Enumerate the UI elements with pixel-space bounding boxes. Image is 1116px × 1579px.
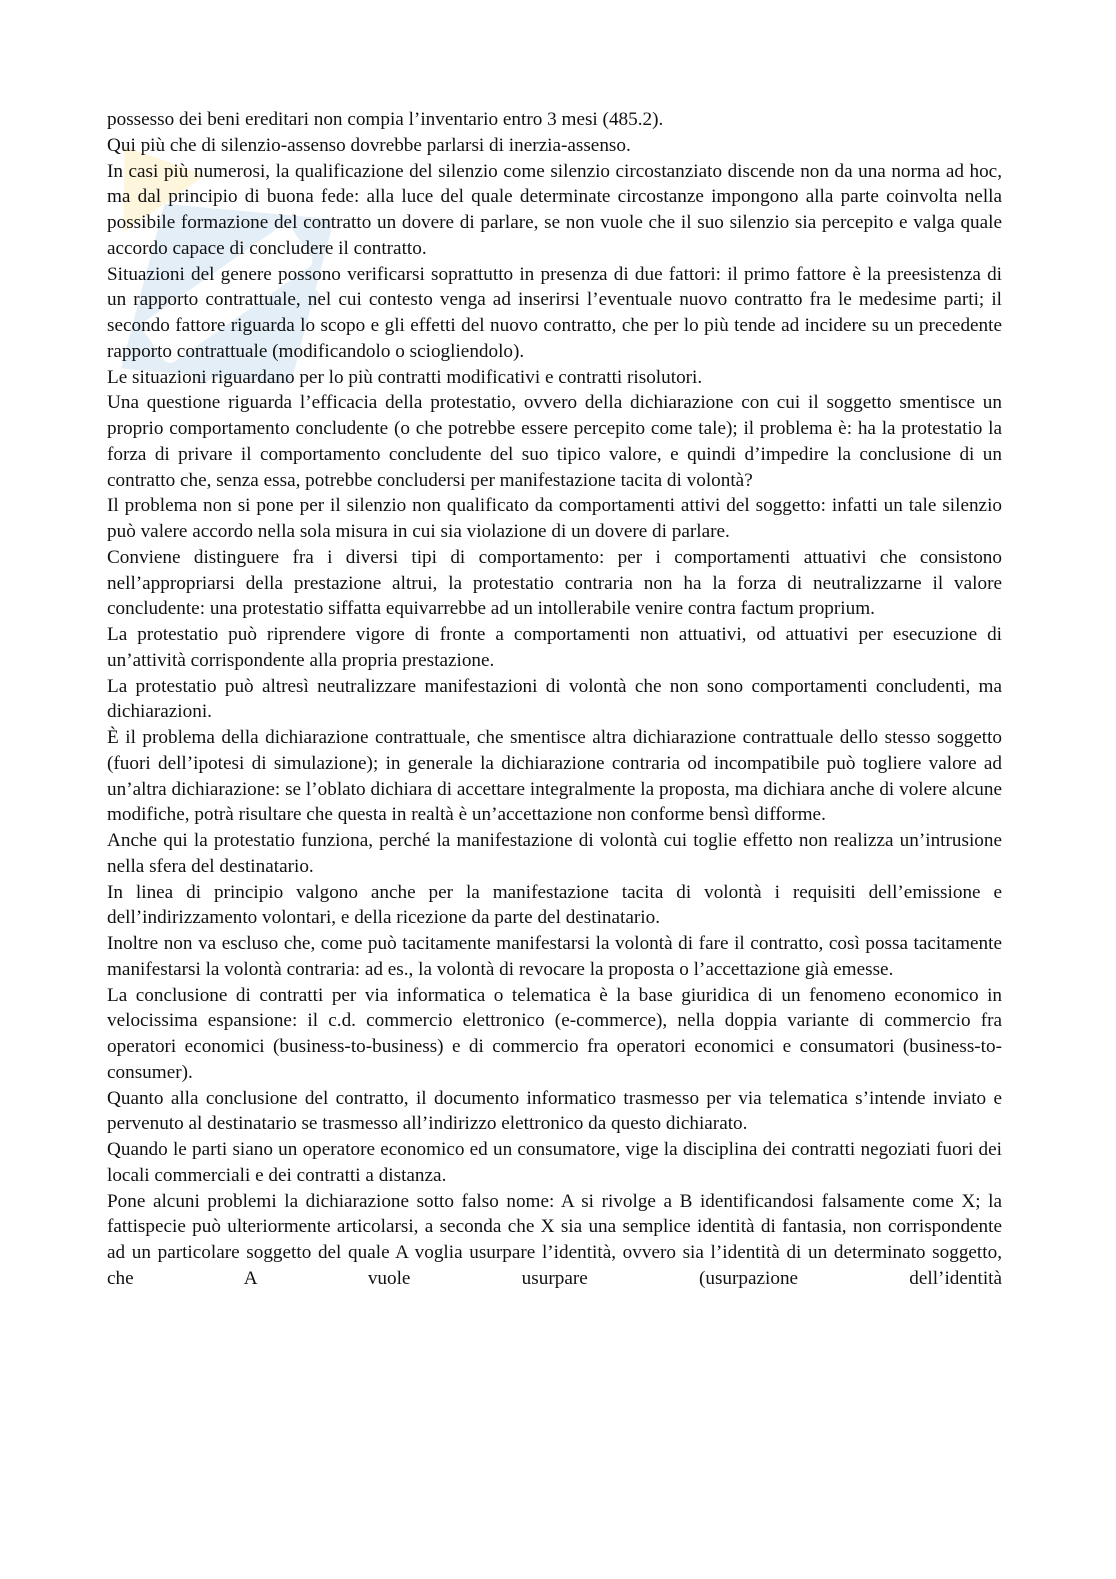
- paragraph-5: Le situazioni riguardano per lo più contratti modificativi e contratti risolutori.: [107, 366, 703, 388]
- paragraph-18: Pone alcuni problemi la dichiarazione sotto falso nome: A si rivolge a B identificandosi falsamente come X; la fattispecie può ulteriormente articolarsi, a seconda che X sia una semplice identità di fantasia, non corrispondente ad un particolare soggetto del quale A voglia usurpare l’identità, ovvero sia l’identità di un determinato soggetto, che A vuole usurpare (usurpazione dell’identità: [107, 1190, 1002, 1289]
- paragraph-15: La conclusione di contratti per via informatica o telematica è la base giuridica di un fenomeno economico in velocissima espansione: il c.d. commercio elettronico (e-commerce), nella doppia variante di commercio fra operatori economici (business-to-business) e di commercio fra operatori economici e consumatori (business-to-consumer).: [107, 984, 1002, 1083]
- paragraph-2: Qui più che di silenzio-assenso dovrebbe parlarsi di inerzia-assenso.: [107, 134, 631, 156]
- paragraph-8: Conviene distinguere fra i diversi tipi di comportamento: per i comportamenti attuativi che consistono nell’appropriarsi della prestazione altrui, la protestatio contraria non ha la forza di neutralizzarne il valore concludente: una protestatio siffatta equivarrebbe ad un intollerabile venire contra factum proprium.: [107, 546, 1002, 620]
- paragraph-6: Una questione riguarda l’efficacia della protestatio, ovvero della dichiarazione con cui il soggetto smentisce un proprio comportamento concludente (o che potrebbe essere percepito come tale); il problema è: ha la protestatio la forza di privare il comportamento concludente del suo tipico valore, e quindi d’impedire la conclusione di un contratto che, senza essa, potrebbe concludersi per manifestazione tacita di volontà?: [107, 392, 1002, 491]
- paragraph-11: È il problema della dichiarazione contrattuale, che smentisce altra dichiarazione contrattuale dello stesso soggetto (fuori dell’ipotesi di simulazione); in generale la dichiarazione contraria od incompatibile può togliere valore ad un’altra dichiarazione: se l’oblato dichiara di accettare integralmente la proposta, ma dichiara anche di volere alcune modifiche, potrà risultare che questa in realtà è un’accettazione non conforme bensì difforme.: [107, 727, 1002, 826]
- paragraph-1: possesso dei beni ereditari non compia l’inventario entro 3 mesi (485.2).: [107, 109, 664, 130]
- paragraph-9: La protestatio può riprendere vigore di fronte a comportamenti non attuativi, od attuativi per esecuzione di un’attività corrispondente alla propria prestazione.: [107, 624, 1002, 671]
- paragraph-12: Anche qui la protestatio funziona, perché la manifestazione di volontà cui toglie effetto non realizza un’intrusione nella sfera del destinatario.: [107, 830, 1002, 877]
- paragraph-14: Inoltre non va escluso che, come può tacitamente manifestarsi la volontà di fare il contratto, così possa tacitamente manifestarsi la volontà contraria: ad es., la volontà di revocare la proposta o l’accettazione già emesse.: [107, 933, 1002, 980]
- paragraph-7: Il problema non si pone per il silenzio non qualificato da comportamenti attivi del soggetto: infatti un tale silenzio può valere accordo nella sola misura in cui sia violazione di un dovere di parlare.: [107, 495, 1002, 542]
- paragraph-17: Quando le parti siano un operatore economico ed un consumatore, vige la disciplina dei contratti negoziati fuori dei locali commerciali e dei contratti a distanza.: [107, 1139, 1002, 1186]
- paragraph-16: Quanto alla conclusione del contratto, il documento informatico trasmesso per via telematica s’intende inviato e pervenuto al destinatario se trasmesso all’indirizzo elettronico da questo dichiarato.: [107, 1087, 1002, 1135]
- paragraph-13: In linea di principio valgono anche per la manifestazione tacita di volontà i requisiti dell’emissione e dell’indirizzamento volontari, e della ricezione da parte del destinatario.: [107, 881, 1002, 929]
- paragraph-3: In casi più numerosi, la qualificazione del silenzio come silenzio circostanziato discende non da una norma ad hoc, ma dal principio di buona fede: alla luce del quale determinate circostanze impongono alla parte coinvolta nella possibile formazione del contratto un dovere di parlare, se non vuole che il suo silenzio sia percepito e valga quale accordo capace di concludere il contratto.: [107, 160, 1002, 259]
- document-page: [107, 107, 1002, 1292]
- paragraph-10: La protestatio può altresì neutralizzare manifestazioni di volontà che non sono comportamenti concludenti, ma dichiarazioni.: [107, 675, 1002, 723]
- paragraph-4: Situazioni del genere possono verificarsi soprattutto in presenza di due fattori: il primo fattore è la preesistenza di un rapporto contrattuale, nel cui contesto venga ad inserirsi l’eventuale nuovo contratto fra le medesime parti; il secondo fattore riguarda lo scopo e gli effetti del nuovo contratto, che per lo più tende ad incidere su un precedente rapporto contrattuale (modificandolo o sciogliendolo).: [107, 263, 1002, 362]
